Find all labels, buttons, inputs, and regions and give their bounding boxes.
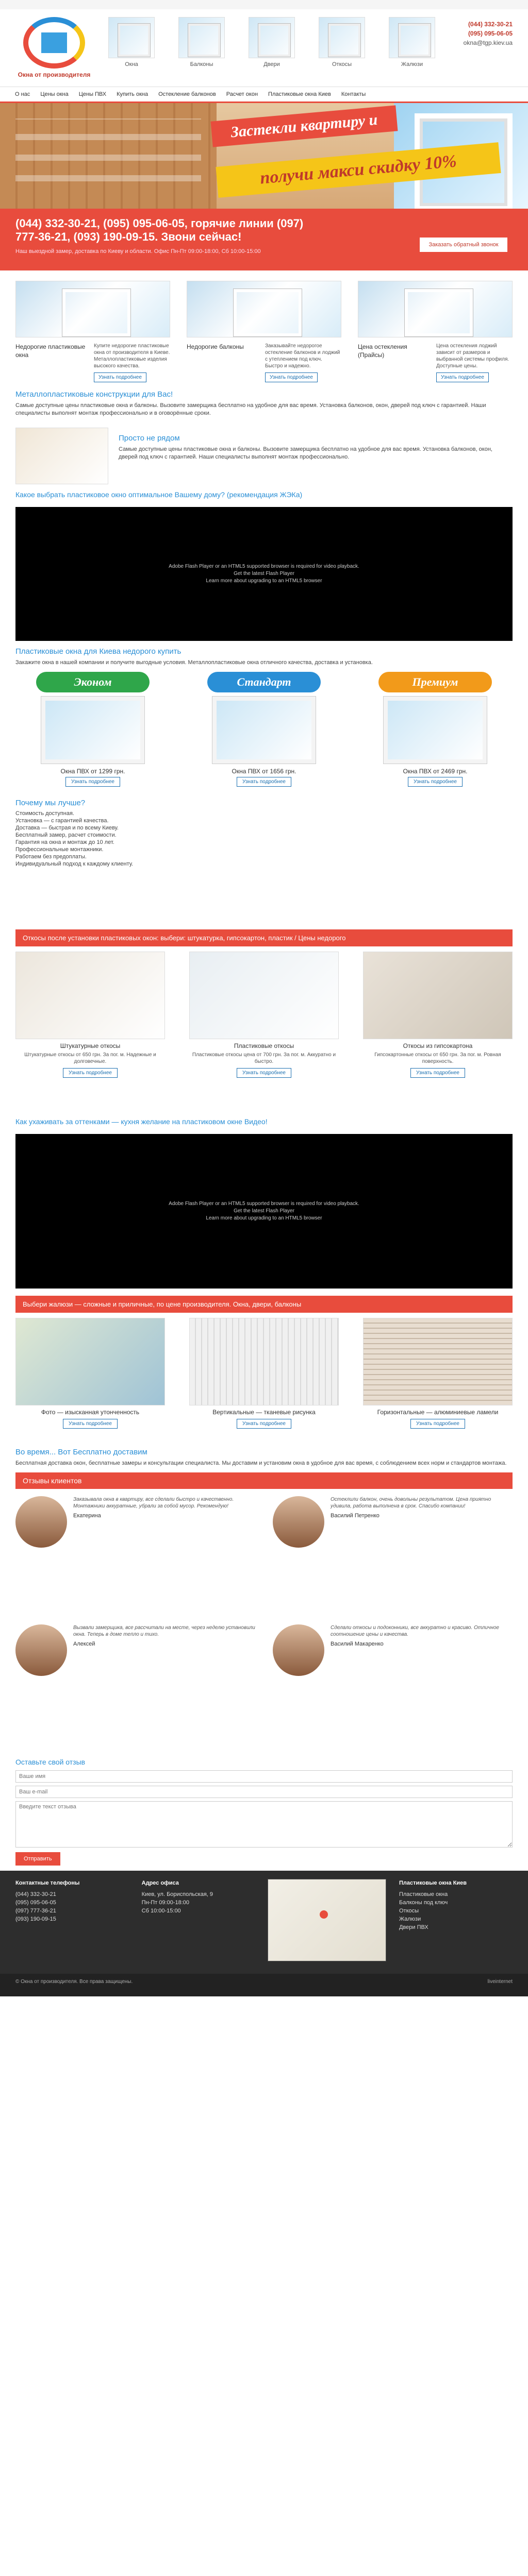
office-address: Наш выездной замер, доставка по Киеву и области. Офис Пн-Пт 09:00-18:00, Сб 10:00-15:00: [15, 248, 261, 255]
footer-item: (097) 777-36-21: [15, 1908, 56, 1914]
review-author: Василий Макаренко: [331, 1641, 384, 1647]
phone-bar: [0, 209, 528, 270]
blinds-more-button[interactable]: Узнать подробнее: [63, 1419, 118, 1429]
slope-card: [189, 952, 339, 1106]
main-nav: [0, 87, 528, 103]
why-item: Гарантия на окна и монтаж до 10 лет.: [15, 839, 114, 845]
slope-description: Штукатурные откосы от 650 грн. За пог. м. Надежные и долговечные.: [24, 1052, 156, 1064]
slope-description: Пластиковые откосы цена от 700 грн. За пог. м. Аккуратно и быстро.: [192, 1052, 336, 1064]
slopes-grid: [0, 946, 528, 1111]
copyright-bar: [0, 1974, 528, 1996]
more-button[interactable]: Узнать подробнее: [94, 372, 146, 382]
more-button[interactable]: Узнать подробнее: [265, 372, 318, 382]
feature-title: Недорогие пластиковые окна: [15, 343, 86, 359]
package-window-image: [384, 697, 487, 764]
door-icon: [249, 17, 295, 58]
product-windows[interactable]: [103, 17, 160, 67]
package-badge: Стандарт: [207, 672, 321, 692]
feature-card: [187, 281, 341, 380]
feature-card: [15, 281, 170, 380]
feature-text: Заказывайте недорогое остекление балконов и лоджий с утеплением под ключ. Быстро и надежно.: [265, 343, 340, 369]
blinds-card: [15, 1318, 165, 1436]
slope-image: [363, 952, 513, 1039]
product-label: Двери: [263, 61, 280, 67]
message-input[interactable]: [15, 1801, 513, 1848]
blinds-more-button[interactable]: Узнать подробнее: [410, 1419, 465, 1429]
footer-heading: Контактные телефоны: [15, 1880, 80, 1886]
package-card: [358, 672, 513, 790]
package-price: Окна ПВХ от 1656 грн.: [232, 768, 296, 775]
avatar: [15, 1496, 67, 1548]
review-card: [15, 1496, 255, 1617]
product-label: Жалюзи: [401, 61, 423, 67]
slope-more-button[interactable]: Узнать подробнее: [63, 1068, 118, 1078]
logo[interactable]: [15, 14, 93, 81]
feature-title: Недорогие балконы: [187, 343, 244, 350]
blinds-image: [189, 1318, 339, 1405]
blinds-card: [189, 1318, 339, 1436]
package-window-image: [41, 697, 144, 764]
video-player-2[interactable]: Adobe Flash Player or an HTML5 supported browser is required for video playback. Get the latest Flash Player Learn more about upgrading to an HTML5 browser: [15, 1134, 513, 1289]
avatar: [273, 1624, 324, 1676]
why-item: Установка — с гарантией качества.: [15, 818, 109, 824]
blinds-bar: Выбери жалюзи — сложные и приличные, по цене производителя. Окна, двери, балконы: [15, 1296, 513, 1313]
footer-item: Киев, ул. Бориспольская, 9: [141, 1891, 213, 1897]
section-title: Просто не рядом: [119, 434, 180, 443]
packages: [0, 667, 528, 790]
nav-item[interactable]: Контакты: [341, 91, 366, 97]
section-title: Пластиковые окна для Киева недорого купить: [15, 647, 182, 656]
review-text: Сделали откосы и подоконники, все аккуратно и красиво. Отличное соотношение цены и качества.: [331, 1625, 499, 1637]
callback-button[interactable]: Заказать обратный звонок: [420, 238, 507, 252]
hero-banner: [0, 103, 528, 209]
why-item: Профессиональные монтажники.: [15, 846, 104, 853]
section-1: [0, 384, 528, 417]
nav-item[interactable]: Расчет окон: [226, 91, 258, 97]
section-text: Закажите окна в нашей компании и получите выгодные условия. Металлопластиковые окна отличного качества, доставка и установка.: [15, 659, 373, 666]
phone-numbers: (044) 332-30-21, (095) 095-06-05, горячие линии (097) 777-36-21, (093) 190-09-15. Звони сейчас!: [15, 217, 304, 243]
building-image: [0, 103, 217, 209]
package-more-button[interactable]: Узнать подробнее: [408, 777, 463, 787]
header-phone-2[interactable]: (095) 095-06-05: [468, 30, 513, 37]
more-button[interactable]: Узнать подробнее: [436, 372, 489, 382]
avatar: [273, 1496, 324, 1548]
footer-links: [399, 1879, 513, 1965]
section-text: Самые доступные цены пластиковые окна и балконы. Вызовите замерщика бесплатно на удобное для вас время. Установка балконов, окон, дверей под ключ с гарантией. Наши специалисты выполнят монтаж профессионально.: [119, 446, 492, 460]
header-email[interactable]: okna@tgp.kiev.ua: [463, 39, 513, 46]
footer-item[interactable]: Балконы под ключ: [399, 1900, 448, 1906]
video-title: Какое выбрать пластиковое окно оптимальное Вашему дому? (рекомендация ЖЭКа): [15, 490, 303, 499]
footer-item[interactable]: Откосы: [399, 1908, 419, 1914]
product-slopes[interactable]: [314, 17, 370, 67]
blinds-caption: Вертикальные — тканевые рисунка: [212, 1409, 316, 1416]
footer-item[interactable]: Жалюзи: [399, 1916, 421, 1922]
review-form: [0, 1753, 528, 1871]
feature-image: [15, 281, 170, 337]
blinds-caption: Фото — изысканная утонченность: [41, 1409, 140, 1416]
section-text: Самые доступные цены пластиковые окна и балконы. Вызовите замерщика бесплатно на удобное для вас время. Установка балконов, окон, дверей под ключ с гарантией. Наши специалисты выполнят монтаж профессионально и в оговорённые сроки.: [15, 402, 486, 416]
review-text: Вызвали замерщика, все рассчитали на месте, через неделю установили окна. Теперь в доме тепло и тихо.: [73, 1625, 255, 1637]
section-title: Металлопластиковые конструкции для Вас!: [15, 390, 173, 399]
footer-item: Сб 10:00-15:00: [141, 1908, 181, 1914]
slope-more-button[interactable]: Узнать подробнее: [410, 1068, 465, 1078]
product-doors[interactable]: [243, 17, 300, 67]
video-player[interactable]: Adobe Flash Player or an HTML5 supported browser is required for video playback. Get the latest Flash Player Learn more about upgrading to an HTML5 browser: [15, 507, 513, 641]
feature-image: [358, 281, 513, 337]
reviews-title: Отзывы клиентов: [15, 1472, 513, 1489]
slope-more-button[interactable]: Узнать подробнее: [237, 1068, 291, 1078]
blinds-grid: [0, 1313, 528, 1442]
review-author: Екатерина: [73, 1513, 101, 1519]
why-item: Работаем без предоплаты.: [15, 854, 87, 860]
review-author: Алексей: [73, 1641, 95, 1647]
review-card: [273, 1624, 513, 1745]
why-title: Почему мы лучше?: [15, 799, 86, 807]
why-item: Индивидуальный подход к каждому клиенту.: [15, 861, 134, 867]
slopes-bar: Откосы после установки пластиковых окон: выбери: штукатурка, гипсокартон, пластик / Цены недорого: [15, 929, 513, 946]
delivery-section: [0, 1442, 528, 1467]
why-item: Стоимость доступная.: [15, 810, 74, 817]
slope-card: [15, 952, 165, 1106]
section-3: [0, 641, 528, 667]
slope-card: [363, 952, 513, 1106]
slope-caption: Штукатурные откосы: [60, 1042, 121, 1049]
review-author: Василий Петренко: [331, 1513, 380, 1519]
reviews-list: [0, 1489, 528, 1753]
feature-card: [358, 281, 513, 380]
product-label: Окна: [125, 61, 138, 67]
feature-image: [187, 281, 341, 337]
footer-item: (093) 190-09-15: [15, 1916, 56, 1922]
header-phone-1[interactable]: (044) 332-30-21: [468, 21, 513, 28]
house-icon: [41, 32, 67, 53]
copyright-text: © Окна от производителя. Все права защищены.: [15, 1979, 133, 1985]
avatar: [15, 1624, 67, 1676]
package-more-button[interactable]: Узнать подробнее: [237, 777, 291, 787]
footer-item: Пн-Пт 09:00-18:00: [141, 1900, 190, 1906]
product-label: Откосы: [332, 61, 352, 67]
balcony-icon: [178, 17, 225, 58]
nav-item[interactable]: Пластиковые окна Киев: [268, 91, 331, 97]
slope-caption: Пластиковые откосы: [234, 1042, 294, 1049]
review-text: Остеклили балкон, очень довольны результатом. Цена приятно удивила, работа выполнена в срок. Спасибо компании!: [331, 1497, 491, 1509]
blinds-more-button[interactable]: Узнать подробнее: [237, 1419, 291, 1429]
why-list: [15, 810, 513, 868]
footer-item: (044) 332-30-21: [15, 1891, 56, 1897]
slope-caption: Откосы из гипсокартона: [403, 1042, 473, 1049]
why-us: [0, 790, 528, 929]
package-badge: Премиум: [378, 672, 492, 692]
footer-phones: [15, 1879, 129, 1965]
blinds-card: [363, 1318, 513, 1436]
nav-item[interactable]: Остекление балконов: [158, 91, 216, 97]
why-item: Доставка — быстрая и по всему Киеву.: [15, 825, 119, 831]
footer-item[interactable]: Пластиковые окна: [399, 1891, 448, 1897]
package-card: [15, 672, 170, 790]
delivery-text: Бесплатная доставка окон, бесплатные замеры и консультации специалиста. Мы доставим и установим окна в удобное для вас время, с соблюдением всех норм и стандартов монтажа.: [15, 1460, 507, 1466]
review-card: [273, 1496, 513, 1617]
footer-heading: Адрес офиса: [141, 1880, 179, 1886]
footer-item: (095) 095-06-05: [15, 1900, 56, 1906]
nav-item[interactable]: О нас: [15, 91, 30, 97]
feature-text: Цена остекления лоджий зависит от размеров и выбранной системы профиля. Доступные цены.: [436, 343, 509, 369]
package-price: Окна ПВХ от 1299 грн.: [60, 768, 125, 775]
promo-banner-2: получи макси скидку 10%: [216, 142, 501, 198]
submit-button[interactable]: Отправить: [15, 1852, 60, 1866]
package-more-button[interactable]: Узнать подробнее: [65, 777, 120, 787]
nav-item[interactable]: Цены окна: [40, 91, 69, 97]
features: [0, 270, 528, 384]
video2-title: Как ухаживать за оттенками — кухня желание на пластиковом окне Видео!: [15, 1117, 268, 1126]
package-card: [187, 672, 341, 790]
product-balconies[interactable]: [173, 17, 230, 67]
feature-title: Цена остекления (Прайсы): [358, 343, 407, 359]
product-icons: [103, 17, 440, 67]
nav-item[interactable]: Купить окна: [117, 91, 148, 97]
blinds-image: [363, 1318, 513, 1405]
section-image: [15, 428, 108, 484]
slope-icon: [319, 17, 365, 58]
review-card: [15, 1624, 255, 1745]
logo-text: Окна от производителя: [18, 71, 91, 78]
product-label: Балконы: [190, 61, 213, 67]
footer-item[interactable]: Двери ПВХ: [399, 1924, 428, 1930]
footer-heading: Пластиковые окна Киев: [399, 1880, 467, 1886]
footer: [0, 1871, 528, 1974]
footer-address: [142, 1879, 255, 1965]
header-contact: [415, 20, 513, 47]
window-icon: [108, 17, 155, 58]
counter-badge[interactable]: liveinternet: [487, 1979, 513, 1985]
section-2: [15, 428, 513, 484]
package-window-image: [212, 697, 316, 764]
feature-text: Купите недорогие пластиковые окна от производителя в Киеве. Металлопластиковые изделия высокого качества.: [94, 343, 170, 369]
slope-description: Гипсокартонные откосы от 650 грн. За пог. м. Ровная поверхность.: [374, 1052, 501, 1064]
promo-banner-1: Застекли квартиру и: [211, 105, 398, 147]
footer-map[interactable]: [268, 1879, 386, 1961]
package-badge: Эконом: [36, 672, 150, 692]
package-price: Окна ПВХ от 2469 грн.: [403, 768, 468, 775]
name-input[interactable]: [15, 1770, 513, 1783]
blinds-image: [15, 1318, 165, 1405]
slope-image: [189, 952, 339, 1039]
review-text: Заказывала окна в квартиру, все сделали быстро и качественно. Монтажники аккуратные, убрали за собой мусор. Рекомендую!: [73, 1497, 234, 1509]
blinds-caption: Горизонтальные — алюминиевые ламели: [377, 1409, 499, 1416]
top-strip: [0, 0, 528, 9]
delivery-title: Во время... Вот Бесплатно доставим: [15, 1448, 147, 1456]
nav-item[interactable]: Цены ПВХ: [78, 91, 107, 97]
slope-image: [15, 952, 165, 1039]
header: [0, 9, 528, 87]
form-title: Оставьте свой отзыв: [15, 1758, 86, 1766]
email-input[interactable]: [15, 1786, 513, 1798]
why-item: Бесплатный замер, расчет стоимости.: [15, 832, 117, 838]
